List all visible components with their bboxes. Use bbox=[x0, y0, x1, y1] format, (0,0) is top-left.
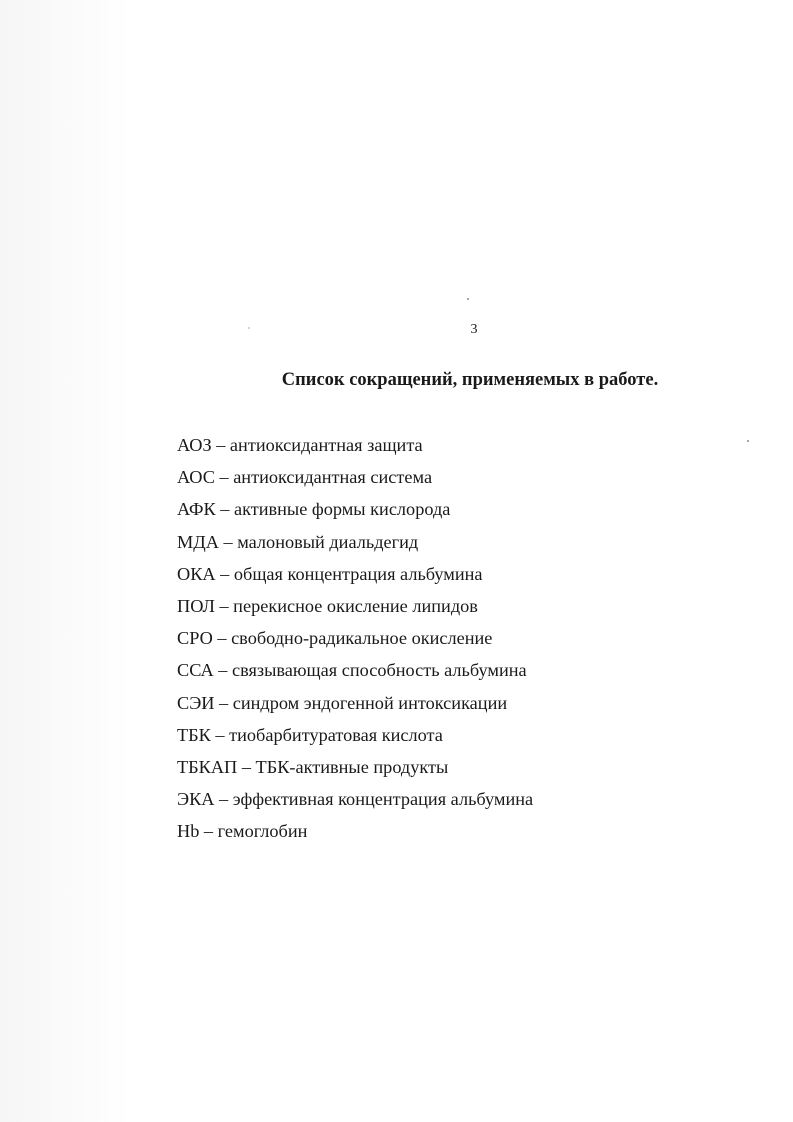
abbreviation-item: МДА – малоновый диальдегид bbox=[177, 531, 419, 552]
scan-speck bbox=[747, 440, 749, 442]
abbreviation-item: АОЗ – антиоксидантная защита bbox=[177, 435, 423, 455]
abbreviation-item: ТБКАП – ТБК-активные продукты bbox=[177, 756, 449, 777]
abbreviation-item: АФК – активные формы кислорода bbox=[177, 499, 451, 520]
abbreviation-item: ССА – связывающая способность альбумина bbox=[177, 660, 527, 681]
abbreviation-item: Hb – гемоглобин bbox=[177, 821, 308, 842]
abbreviation-item: АОС – антиоксидантная система bbox=[177, 467, 433, 488]
abbreviation-item: СРО – свободно-радикальное окисление bbox=[177, 628, 493, 649]
abbreviation-item: ТБК – тиобарбитуратовая кислота bbox=[177, 724, 443, 745]
abbreviation-item: СЭИ – синдром эндогенной интоксикации bbox=[177, 692, 508, 713]
abbreviation-item: ЭКА – эффективная концентрация альбумина bbox=[177, 789, 534, 810]
abbreviation-item: ОКА – общая концентрация альбумина bbox=[177, 563, 483, 584]
scan-shading bbox=[0, 0, 130, 1122]
abbreviation-item: ПОЛ – перекисное окисление липидов bbox=[177, 595, 478, 616]
abbreviation-list bbox=[177, 434, 533, 852]
scan-speck bbox=[248, 327, 250, 329]
scan-speck bbox=[467, 298, 469, 300]
page-title: Список сокращений, применяемых в работе. bbox=[281, 370, 659, 390]
page-number: 3 bbox=[470, 322, 478, 337]
